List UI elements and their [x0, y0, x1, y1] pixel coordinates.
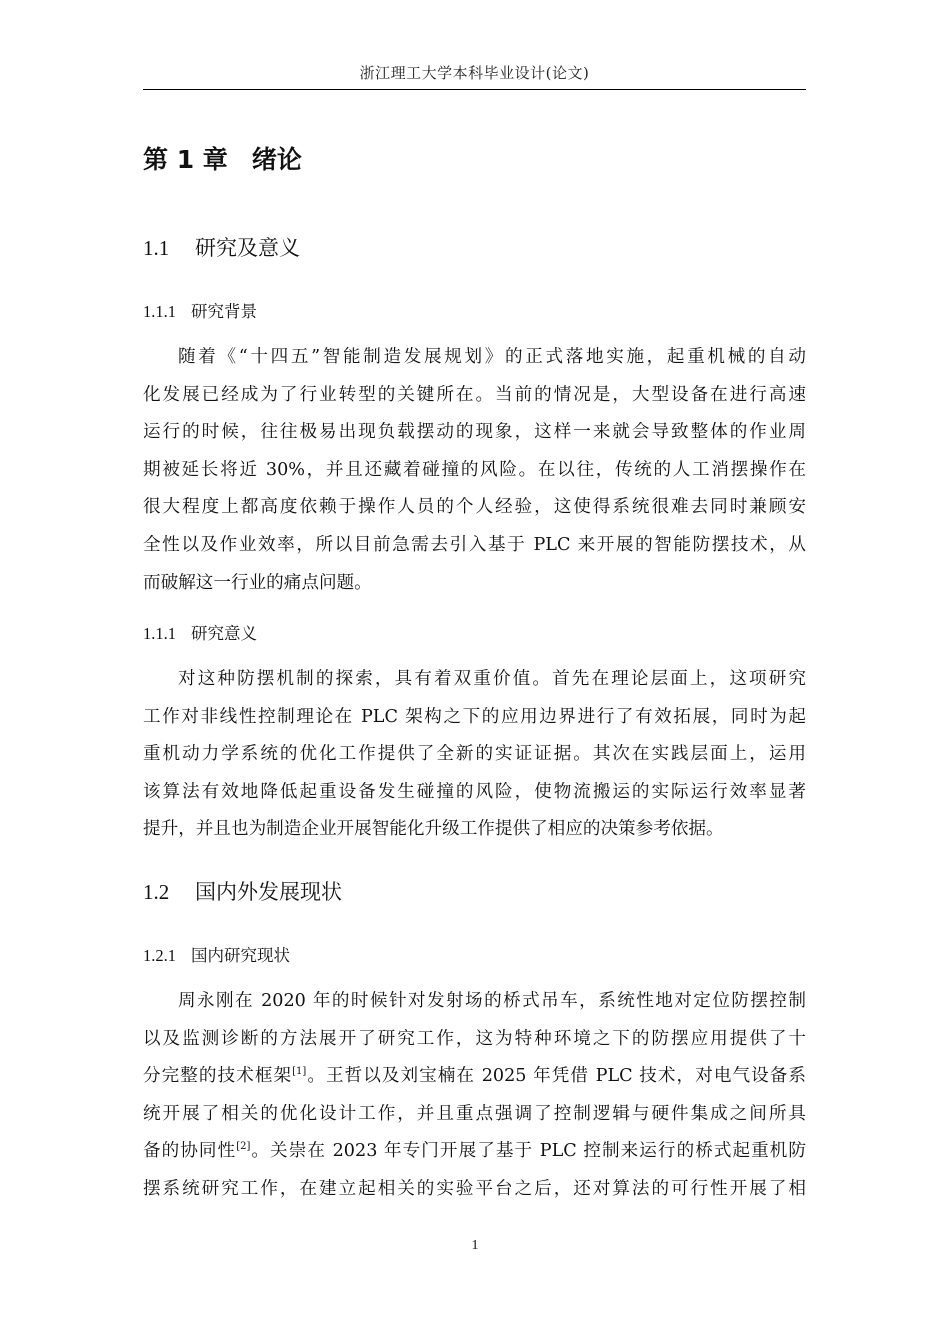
subsection-heading-significance: [143, 620, 257, 644]
text-segment: 备的协同性: [143, 1141, 237, 1162]
header-rule: [143, 89, 806, 90]
paragraph-line: 提升，并且也为制造企业开展智能化升级工作提供了相应的决策参考依据。: [143, 819, 724, 840]
subsection-heading-background: [143, 298, 257, 322]
text-segment: 分完整的技术框架: [143, 1066, 293, 1087]
paragraph-line: 工作对非线性控制理论在 PLC 架构之下的应用边界进行了有效拓展，同时为起: [143, 706, 806, 727]
chapter-number: 第 1 章: [143, 145, 228, 174]
section-heading-1-2: [143, 876, 342, 906]
subsection-title: 研究意义: [191, 624, 257, 643]
paragraph-line: 很大程度上都高度依赖于操作人员的个人经验，这使得系统很难去同时兼顾安: [143, 497, 806, 518]
paragraph-line: 统开展了相关的优化设计工作，并且重点强调了控制逻辑与硬件集成之间所具: [143, 1103, 806, 1124]
section-number: 1.2: [143, 880, 170, 904]
paragraph-line: 重机动力学系统的优化工作提供了全新的实证证据。其次在实践层面上，运用: [143, 744, 806, 765]
subsection-number: 1.2.1: [143, 946, 176, 965]
paragraph-line: 以及监测诊断的方法展开了研究工作，这为特种环境之下的防摆应用提供了十: [143, 1028, 806, 1049]
chapter-name: 绪论: [251, 145, 302, 174]
paragraph-line: 全性以及作业效率，所以目前急需去引入基于 PLC 来开展的智能防摆技术，从: [143, 534, 806, 555]
chapter-title: [143, 140, 302, 176]
paragraph-line: 对这种防摆机制的探索，具有着双重价值。首先在理论层面上，这项研究: [178, 669, 806, 689]
paragraph-background: [143, 339, 806, 602]
subsection-title: 国内研究现状: [191, 946, 290, 965]
subsection-number: 1.1.1: [143, 302, 176, 321]
paragraph-line: 化发展已经成为了行业转型的关键所在。当前的情况是，大型设备在进行高速: [143, 384, 806, 405]
subsection-heading-domestic: [143, 942, 290, 966]
paragraph-line: 该算法有效地降低起重设备发生碰撞的风险，使物流搬运的实际运行效率显著: [143, 781, 806, 802]
paragraph-line: [143, 1058, 806, 1096]
page-number: 1: [471, 1238, 479, 1253]
paragraph-line: 运行的时候，往往极易出现负载摆动的现象，这样一来就会导致整体的作业周: [143, 422, 806, 443]
page-header: 浙江理工大学本科毕业设计(论文): [359, 64, 590, 82]
paragraph-significance: [143, 661, 806, 849]
subsection-title: 研究背景: [191, 302, 257, 321]
paragraph-line: 摆系统研究工作，在建立起相关的实验平台之后，还对算法的可行性开展了相: [143, 1178, 806, 1199]
text-segment: 。王哲以及刘宝楠在 2025 年凭借 PLC 技术，对电气设备系: [306, 1066, 806, 1087]
text-segment: 。关崇在 2023 年专门开展了基于 PLC 控制来运行的桥式起重机防: [250, 1141, 806, 1162]
subsection-number: 1.1.1: [143, 624, 176, 643]
section-number: 1.1: [143, 236, 170, 260]
paragraph-line: 随着《“十四五”智能制造发展规划》的正式落地实施，起重机械的自动: [178, 347, 806, 367]
section-title: 国内外发展现状: [195, 880, 342, 904]
section-title: 研究及意义: [195, 236, 300, 260]
citation-ref-2: [2]: [236, 1141, 251, 1153]
paragraph-line: 周永刚在 2020 年的时候针对发射场的桥式吊车，系统性地对定位防摆控制: [178, 991, 806, 1011]
paragraph-line: 期被延长将近 30%，并且还藏着碰撞的风险。在以往，传统的人工消摆操作在: [143, 459, 806, 480]
paragraph-line: [143, 1133, 806, 1171]
paragraph-line: 而破解这一行业的痛点问题。: [143, 572, 372, 593]
section-heading-1-1: [143, 232, 300, 262]
paragraph-domestic-research: [143, 983, 806, 1209]
citation-ref-1: [1]: [292, 1066, 307, 1078]
